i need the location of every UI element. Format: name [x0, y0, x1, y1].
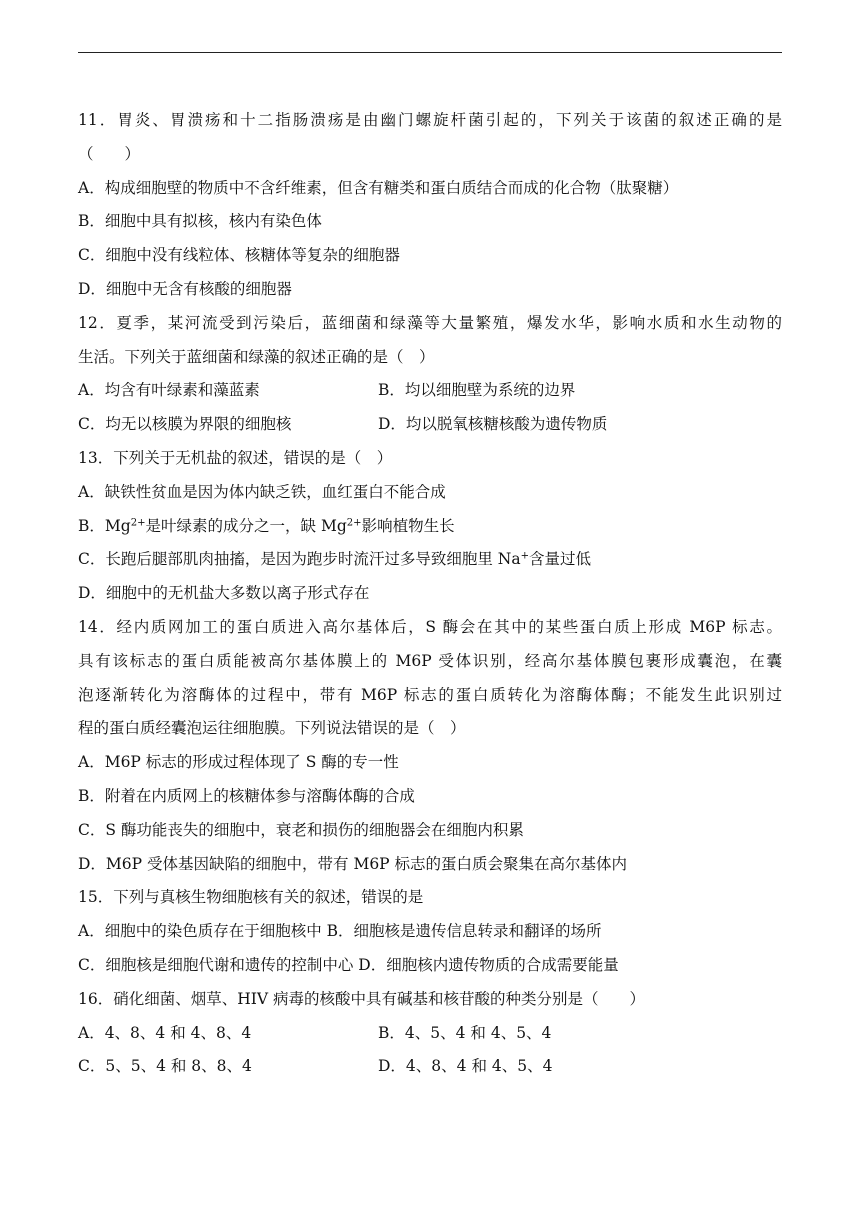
question-stem-line: 11．胃炎、胃溃疡和十二指肠溃疡是由幽门螺旋杆菌引起的，下列关于该菌的叙述正确的是 [78, 111, 782, 129]
question-15 [78, 881, 782, 982]
question-sheet [78, 104, 782, 1084]
option-row [78, 408, 782, 442]
question-12 [78, 307, 782, 442]
option-a: A．4、8、4 和 4、8、4 [78, 1023, 252, 1042]
option-a: A．均含有叶绿素和藻蓝素 [78, 381, 260, 400]
option-d: D．均以脱氧核糖核酸为遗传物质 [378, 415, 608, 434]
option-ab: A．细胞中的染色质存在于细胞核中 B．细胞核是遗传信息转录和翻译的场所 [78, 922, 602, 941]
option-b: B．均以细胞壁为系统的边界 [378, 381, 576, 400]
option-b [78, 510, 782, 544]
option-d: D．4、8、4 和 4、5、4 [378, 1057, 553, 1076]
option-c: C．均无以核膜为界限的细胞核 [78, 415, 292, 434]
superscript-charge: 2+ [346, 517, 362, 529]
option-c [78, 543, 782, 577]
question-stem-line: 12．夏季，某河流受到污染后，蓝细菌和绿藻等大量繁殖，爆发水华，影响水质和水生动物的 [78, 313, 782, 332]
option-text: B．Mg [78, 516, 131, 535]
question-stem-line: 14．经内质网加工的蛋白质进入高尔基体后，S 酶会在其中的某些蛋白质上形成 M6P 标志。 [78, 617, 782, 636]
option-a: A．构成细胞壁的物质中不含纤维素，但含有糖类和蛋白质结合而成的化合物（肽聚糖） [78, 178, 679, 197]
question-stem-line: 13．下列关于无机盐的叙述，错误的是（ ） [78, 448, 393, 467]
option-text: C．长跑后腿部肌肉抽搐，是因为跑步时流汗过多导致细胞里 Na [78, 550, 521, 569]
option-a: A．M6P 标志的形成过程体现了 S 酶的专一性 [78, 753, 399, 772]
question-stem-line: 具有该标志的蛋白质能被高尔基体膜上的 M6P 受体识别，经高尔基体膜包裹形成囊泡，在囊 [78, 651, 782, 670]
header-rule [78, 52, 782, 53]
option-c: C．S 酶功能丧失的细胞中，衰老和损伤的细胞器会在细胞内积累 [78, 820, 524, 839]
option-text: 影响植物生长 [361, 516, 455, 535]
option-d: D．细胞中无含有核酸的细胞器 [78, 279, 292, 298]
option-text: 含量过低 [529, 550, 592, 569]
option-text: 是叶绿素的成分之一，缺 Mg [145, 516, 347, 535]
option-c: C．5、5、4 和 8、8、4 [78, 1057, 252, 1076]
option-b: B．4、5、4 和 4、5、4 [378, 1023, 552, 1042]
superscript-charge: + [520, 550, 530, 562]
question-16 [78, 983, 782, 1084]
question-stem-line: 泡逐渐转化为溶酶体的过程中，带有 M6P 标志的蛋白质转化为溶酶体酶；不能发生此识别过 [78, 685, 782, 704]
question-stem-line: （ ） [78, 144, 141, 163]
question-stem-line: 15．下列与真核生物细胞核有关的叙述，错误的是 [78, 888, 424, 907]
question-stem-line: 16．硝化细菌、烟草、HIV 病毒的核酸中具有碱基和核苷酸的种类分别是（ ） [78, 989, 645, 1008]
question-14 [78, 611, 782, 881]
option-d: D．细胞中的无机盐大多数以离子形式存在 [78, 584, 370, 603]
option-c: C．细胞中没有线粒体、核糖体等复杂的细胞器 [78, 246, 400, 265]
option-b: B．附着在内质网上的核糖体参与溶酶体酶的合成 [78, 786, 415, 805]
question-stem-line: 程的蛋白质经囊泡运往细胞膜。下列说法错误的是（ ） [78, 719, 466, 738]
option-row [78, 1050, 782, 1084]
option-b: B．细胞中具有拟核，核内有染色体 [78, 212, 322, 231]
question-13 [78, 442, 782, 611]
option-cd: C．细胞核是细胞代谢和遗传的控制中心 D．细胞核内遗传物质的合成需要能量 [78, 955, 619, 974]
option-d: D．M6P 受体基因缺陷的细胞中，带有 M6P 标志的蛋白质会聚集在高尔基体内 [78, 854, 628, 873]
option-a: A．缺铁性贫血是因为体内缺乏铁，血红蛋白不能合成 [78, 482, 446, 501]
question-11 [78, 104, 782, 307]
superscript-charge: 2+ [130, 517, 146, 529]
option-row [78, 374, 782, 408]
option-row [78, 1017, 782, 1051]
question-stem-line: 生活。下列关于蓝细菌和绿藻的叙述正确的是（ ） [78, 347, 435, 366]
